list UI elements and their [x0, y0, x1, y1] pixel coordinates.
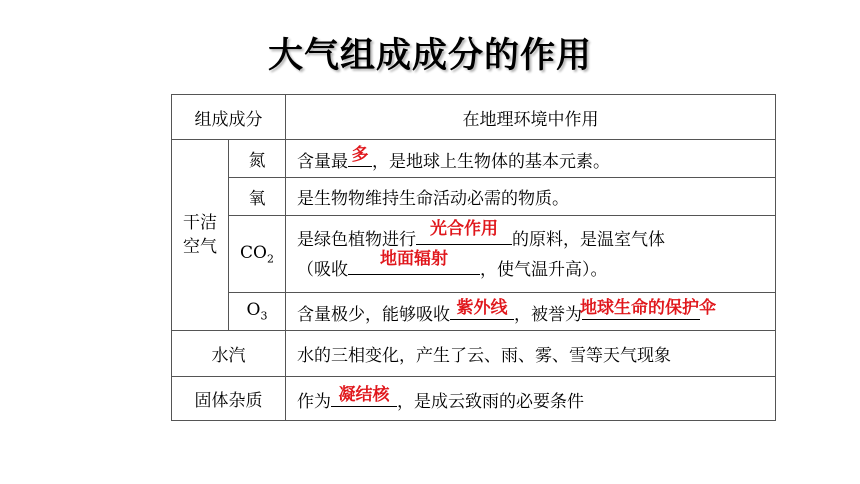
co2-role-line2 — [297, 249, 775, 284]
nitrogen-answer: 多 — [351, 144, 369, 165]
o3-answer-1: 紫外线 — [456, 297, 508, 318]
o3-role — [286, 293, 776, 331]
co2-answer-1: 光合作用 — [430, 219, 498, 239]
dry-air-label — [172, 140, 229, 331]
co2-text-pre-2: （吸收 — [297, 260, 348, 280]
nitrogen-text-pre: 含量最 — [297, 151, 348, 172]
co2-blank-2 — [348, 249, 480, 275]
o3-text-pre: 含量极少，能够吸收 — [297, 304, 450, 325]
co2-text-post-2: ，使气温升高）。 — [480, 260, 608, 280]
co2-text-post: 的原料，是温室气体 — [512, 230, 665, 250]
table-row — [172, 377, 776, 421]
table-row — [172, 140, 776, 178]
header-role: 在地理环境中作用 — [286, 95, 776, 140]
solid-impurity-role — [286, 377, 776, 421]
solid-text-post: ，是成云致雨的必要条件 — [397, 391, 584, 412]
o3-label-sub: 3 — [260, 309, 268, 323]
o3-label — [229, 293, 286, 331]
co2-answer-2: 地面辐射 — [380, 249, 448, 269]
nitrogen-role — [286, 140, 776, 178]
table-row — [172, 331, 776, 377]
oxygen-role: 是生物物维持生命活动必需的物质。 — [286, 178, 776, 216]
o3-label-main: O — [246, 300, 261, 321]
atmosphere-table — [171, 94, 776, 421]
oxygen-label: 氧 — [229, 178, 286, 216]
header-component: 组成成分 — [172, 95, 286, 140]
o3-blank-1 — [450, 299, 514, 320]
solid-impurity-label: 固体杂质 — [172, 377, 286, 421]
dry-air-line2: 空气 — [183, 237, 217, 257]
water-vapor-role: 水的三相变化，产生了云、雨、雾、雪等天气现象 — [286, 331, 776, 377]
solid-blank — [331, 386, 397, 407]
solid-text-pre: 作为 — [297, 391, 331, 412]
co2-text-pre: 是绿色植物进行 — [297, 230, 416, 250]
co2-label-main: CO — [240, 242, 267, 263]
co2-role — [286, 216, 776, 293]
dry-air-line1: 干洁 — [183, 213, 217, 233]
co2-label-sub: 2 — [266, 252, 274, 266]
nitrogen-label: 氮 — [229, 140, 286, 178]
co2-blank-1 — [416, 219, 512, 245]
water-vapor-label: 水汽 — [172, 331, 286, 377]
solid-answer: 凝结核 — [338, 384, 390, 405]
table-row — [172, 216, 776, 293]
nitrogen-text-post: ，是地球上生物体的基本元素。 — [372, 151, 610, 172]
o3-text-mid: ，被誉为 — [514, 304, 582, 325]
page-title: 大气组成成分的作用 — [267, 36, 592, 76]
table-header-row — [172, 95, 776, 140]
co2-label — [229, 216, 286, 293]
nitrogen-blank — [348, 146, 372, 167]
o3-blank-2 — [580, 297, 716, 320]
table-row — [172, 293, 776, 331]
o3-answer-2: 地球生命的保护伞 — [580, 297, 716, 318]
table-row — [172, 178, 776, 216]
